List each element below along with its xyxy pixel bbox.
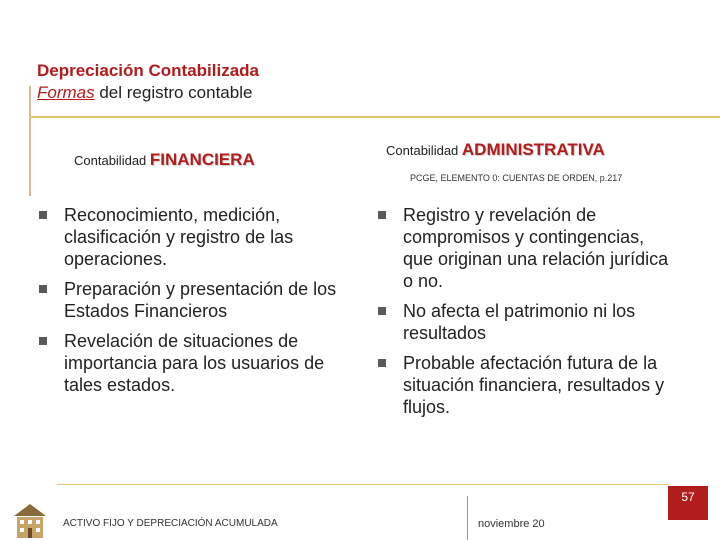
footer-divider xyxy=(57,484,669,485)
bullet-square-icon xyxy=(39,285,47,293)
right-heading-prefix: Contabilidad xyxy=(386,143,462,158)
subtitle-rest: del registro contable xyxy=(94,83,253,102)
footer-separator xyxy=(467,496,468,540)
list-item xyxy=(37,330,347,396)
header-divider xyxy=(29,116,720,118)
right-column-heading xyxy=(386,140,605,160)
reference-note: PCGE, ELEMENTO 0: CUENTAS DE ORDEN, p.217 xyxy=(410,173,623,183)
page-number-badge: 57 xyxy=(668,486,708,520)
list-item-text: No afecta el patrimonio ni los resultados xyxy=(403,301,636,343)
bullet-square-icon xyxy=(39,211,47,219)
list-item-text: Reconocimiento, medición, clasificación y registro de las operaciones. xyxy=(64,205,294,269)
bullet-square-icon xyxy=(39,337,47,345)
footer-date: noviembre 20 xyxy=(478,518,545,530)
list-item-text: Probable afectación futura de la situación financiera, resultados y flujos. xyxy=(403,353,665,417)
list-item xyxy=(376,204,676,292)
right-bullet-list xyxy=(376,204,676,426)
list-item-text: Revelación de situaciones de importancia para los usuarios de tales estados. xyxy=(64,331,325,395)
left-heading-prefix: Contabilidad xyxy=(74,153,150,168)
list-item-text: Preparación y presentación de los Estados Financieros xyxy=(64,279,337,321)
bullet-square-icon xyxy=(378,307,386,315)
subtitle-emphasis: Formas xyxy=(37,83,95,102)
page-subtitle xyxy=(37,82,259,104)
bullet-square-icon xyxy=(378,211,386,219)
left-heading-strong: FINANCIERA xyxy=(149,150,255,169)
building-logo-icon xyxy=(12,500,48,540)
left-bullet-list xyxy=(37,204,347,404)
right-heading-strong: ADMINISTRATIVA xyxy=(461,140,605,159)
list-item xyxy=(376,352,676,418)
list-item xyxy=(376,300,676,344)
list-item xyxy=(37,204,347,270)
header xyxy=(37,60,259,104)
bullet-square-icon xyxy=(378,359,386,367)
list-item-text: Registro y revelación de compromisos y contingencias, que originan una relación jurídica o no. xyxy=(403,205,669,291)
page-title: Depreciación Contabilizada xyxy=(37,61,259,80)
left-column-heading xyxy=(74,150,255,170)
list-item xyxy=(37,278,347,322)
left-accent-line xyxy=(29,86,31,196)
footer-title: ACTIVO FIJO Y DEPRECIACIÓN ACUMULADA xyxy=(63,518,278,529)
